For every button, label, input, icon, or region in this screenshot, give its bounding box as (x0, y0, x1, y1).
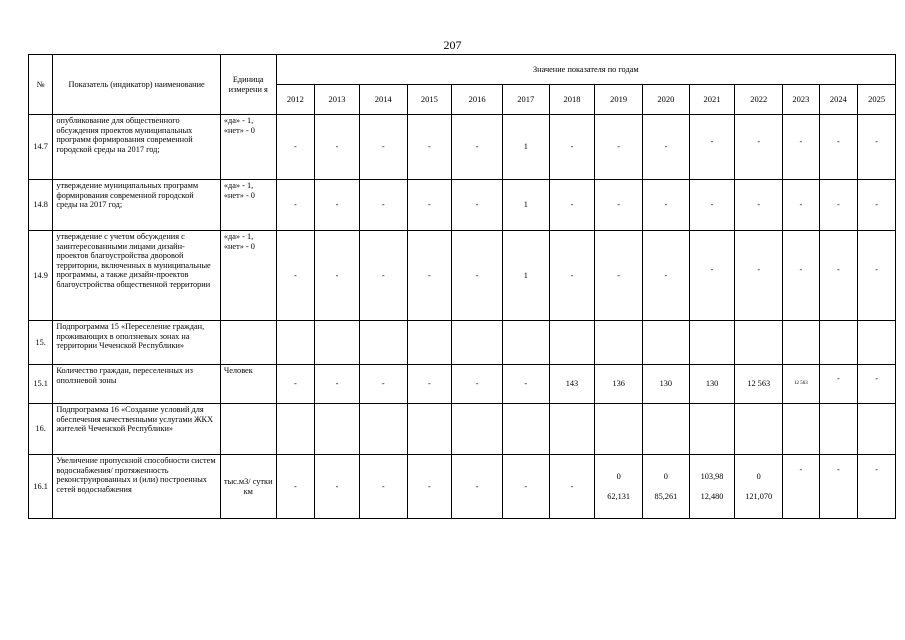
value-cell: - (735, 231, 783, 321)
empty-cell (689, 404, 735, 455)
header-indicator: Показатель (индикатор) наименование (53, 55, 220, 115)
header-year: 2025 (858, 85, 896, 115)
unit-cell: Человек (220, 365, 276, 404)
value-cell: - (595, 115, 643, 180)
header-year: 2019 (595, 85, 643, 115)
empty-cell (783, 321, 820, 365)
empty-cell (549, 404, 595, 455)
indicator-name: утверждение с учетом обсуждения с заинтересованными лицами дизайн-проектов благоустройства дворовой территории, включенных в муниципальные программы, а также дизайн-проектов благоустройства общественной территории (53, 231, 220, 321)
table-row (29, 365, 896, 404)
value-cell: - (595, 231, 643, 321)
value-cell: 130 (643, 365, 690, 404)
value-cell: - (359, 455, 407, 519)
indicator-table (28, 54, 896, 519)
value-cell: - (407, 455, 452, 519)
value-cell: - (819, 115, 858, 180)
value-cell: - (276, 231, 315, 321)
unit-cell: тыс.м3/ сутки км (220, 455, 276, 519)
value-cell: - (276, 180, 315, 231)
value-cell: - (689, 115, 735, 180)
value-cell: - (502, 455, 549, 519)
value-cell: - (452, 180, 503, 231)
empty-cell (276, 404, 315, 455)
header-year: 2012 (276, 85, 315, 115)
empty-cell (595, 404, 643, 455)
page-number: 207 (443, 38, 462, 52)
value-cell: 1 (502, 231, 549, 321)
value-cell: - (643, 115, 690, 180)
header-year: 2024 (819, 85, 858, 115)
empty-cell (643, 404, 690, 455)
empty-cell (452, 321, 503, 365)
subprogram-title: Подпрограмма 16 «Создание условий для обеспечения качественными услугами ЖКХ жителей Чеченской Республики» (53, 404, 220, 455)
empty-cell (315, 404, 360, 455)
empty-cell (359, 321, 407, 365)
value-cell: - (452, 115, 503, 180)
empty-cell (783, 404, 820, 455)
header-values-by-year: Значение показателя по годам (276, 55, 895, 85)
empty-cell (220, 321, 276, 365)
value-cell: - (858, 365, 896, 404)
value-cell: 1 (502, 180, 549, 231)
empty-cell (452, 404, 503, 455)
row-number: 16.1 (29, 455, 53, 519)
value-cell: 130 (689, 365, 735, 404)
value-cell: - (819, 365, 858, 404)
value-cell: - (783, 231, 820, 321)
value-cell: - (783, 455, 820, 519)
value-cell: - (689, 180, 735, 231)
header-year: 2016 (452, 85, 503, 115)
table-row (29, 455, 896, 519)
value-cell: - (549, 115, 595, 180)
value-cell: 12 563 (735, 365, 783, 404)
row-number: 14.9 (29, 231, 53, 321)
value-cell: - (549, 231, 595, 321)
empty-cell (407, 321, 452, 365)
value-cell: - (276, 455, 315, 519)
unit-cell: «да» - 1, «нет» - 0 (220, 180, 276, 231)
header-num: № (29, 55, 53, 115)
stacked-value-cell (595, 455, 643, 519)
capacity-value: 0 (756, 471, 761, 481)
empty-cell (220, 404, 276, 455)
stacked-value-cell (643, 455, 690, 519)
indicator-name: утверждение муниципальных программ формирования современной городской среды на 2017 год; (53, 180, 220, 231)
empty-cell (819, 321, 858, 365)
subprogram-title: Подпрограмма 15 «Переселение граждан, проживающих в оползневых зонах на территории Чеченской Республики» (53, 321, 220, 365)
header-year: 2018 (549, 85, 595, 115)
unit-cell: «да» - 1, «нет» - 0 (220, 115, 276, 180)
value-cell: - (276, 115, 315, 180)
empty-cell (735, 321, 783, 365)
header-year: 2013 (315, 85, 360, 115)
value-cell: - (783, 115, 820, 180)
value-cell: 12 563 (783, 365, 820, 404)
capacity-value: 0 (663, 471, 668, 481)
value-cell: - (315, 115, 360, 180)
empty-cell (643, 321, 690, 365)
value-cell: 136 (595, 365, 643, 404)
length-value: 12,480 (700, 491, 724, 501)
empty-cell (858, 321, 896, 365)
indicator-name: опубликование для общественного обсуждения проектов муниципальных программ формирования современной городской среды на 2017 год; (53, 115, 220, 180)
value-cell: - (819, 231, 858, 321)
value-cell: - (643, 231, 690, 321)
empty-cell (502, 321, 549, 365)
value-cell: - (407, 365, 452, 404)
value-cell: - (452, 365, 503, 404)
value-cell: - (315, 231, 360, 321)
value-cell: - (359, 231, 407, 321)
value-cell: - (595, 180, 643, 231)
empty-cell (315, 321, 360, 365)
value-cell: - (783, 180, 820, 231)
table-row (29, 115, 896, 180)
value-cell: - (643, 180, 690, 231)
row-number: 14.8 (29, 180, 53, 231)
capacity-value: 0 (616, 471, 621, 481)
value-cell: - (858, 231, 896, 321)
value-cell: - (276, 365, 315, 404)
value-cell: - (549, 455, 595, 519)
header-year: 2014 (359, 85, 407, 115)
empty-cell (595, 321, 643, 365)
value-cell: - (502, 365, 549, 404)
empty-cell (735, 404, 783, 455)
value-cell: - (359, 180, 407, 231)
empty-cell (407, 404, 452, 455)
empty-cell (689, 321, 735, 365)
value-cell: - (315, 365, 360, 404)
table-row (29, 180, 896, 231)
value-cell: - (359, 365, 407, 404)
empty-cell (858, 404, 896, 455)
row-number: 16. (29, 404, 53, 455)
value-cell: - (315, 180, 360, 231)
row-number: 15. (29, 321, 53, 365)
value-cell: - (407, 231, 452, 321)
value-cell: - (359, 115, 407, 180)
stacked-value-cell (689, 455, 735, 519)
row-number: 15.1 (29, 365, 53, 404)
table-row (29, 231, 896, 321)
unit-cell: «да» - 1, «нет» - 0 (220, 231, 276, 321)
section-row (29, 404, 896, 455)
length-value: 121,070 (745, 491, 773, 501)
capacity-value: 103,98 (700, 471, 724, 481)
value-cell: - (549, 180, 595, 231)
value-cell: 1 (502, 115, 549, 180)
indicator-name: Количество граждан, переселенных из оползневой зоны (53, 365, 220, 404)
length-value: 62,131 (607, 491, 631, 501)
value-cell: - (819, 455, 858, 519)
header-year: 2021 (689, 85, 735, 115)
value-cell: - (407, 180, 452, 231)
indicator-name: Увеличение пропускной способности систем водоснабжения/ протяженность реконструированных и (или) построенных сетей водоснабжения (53, 455, 220, 519)
value-cell: - (407, 115, 452, 180)
value-cell: - (735, 180, 783, 231)
value-cell: - (315, 455, 360, 519)
value-cell: 143 (549, 365, 595, 404)
value-cell: - (735, 115, 783, 180)
header-year: 2022 (735, 85, 783, 115)
value-cell: - (689, 231, 735, 321)
row-number: 14.7 (29, 115, 53, 180)
value-cell: - (858, 455, 896, 519)
empty-cell (502, 404, 549, 455)
value-cell: - (858, 180, 896, 231)
value-cell: - (858, 115, 896, 180)
header-unit: Единица измерени я (220, 55, 276, 115)
section-row (29, 321, 896, 365)
value-cell: - (452, 231, 503, 321)
empty-cell (819, 404, 858, 455)
value-cell: - (819, 180, 858, 231)
value-cell: - (452, 455, 503, 519)
stacked-value-cell (735, 455, 783, 519)
header-year: 2017 (502, 85, 549, 115)
empty-cell (549, 321, 595, 365)
empty-cell (276, 321, 315, 365)
header-year: 2020 (643, 85, 690, 115)
length-value: 85,261 (654, 491, 678, 501)
header-year: 2015 (407, 85, 452, 115)
empty-cell (359, 404, 407, 455)
header-year: 2023 (783, 85, 820, 115)
